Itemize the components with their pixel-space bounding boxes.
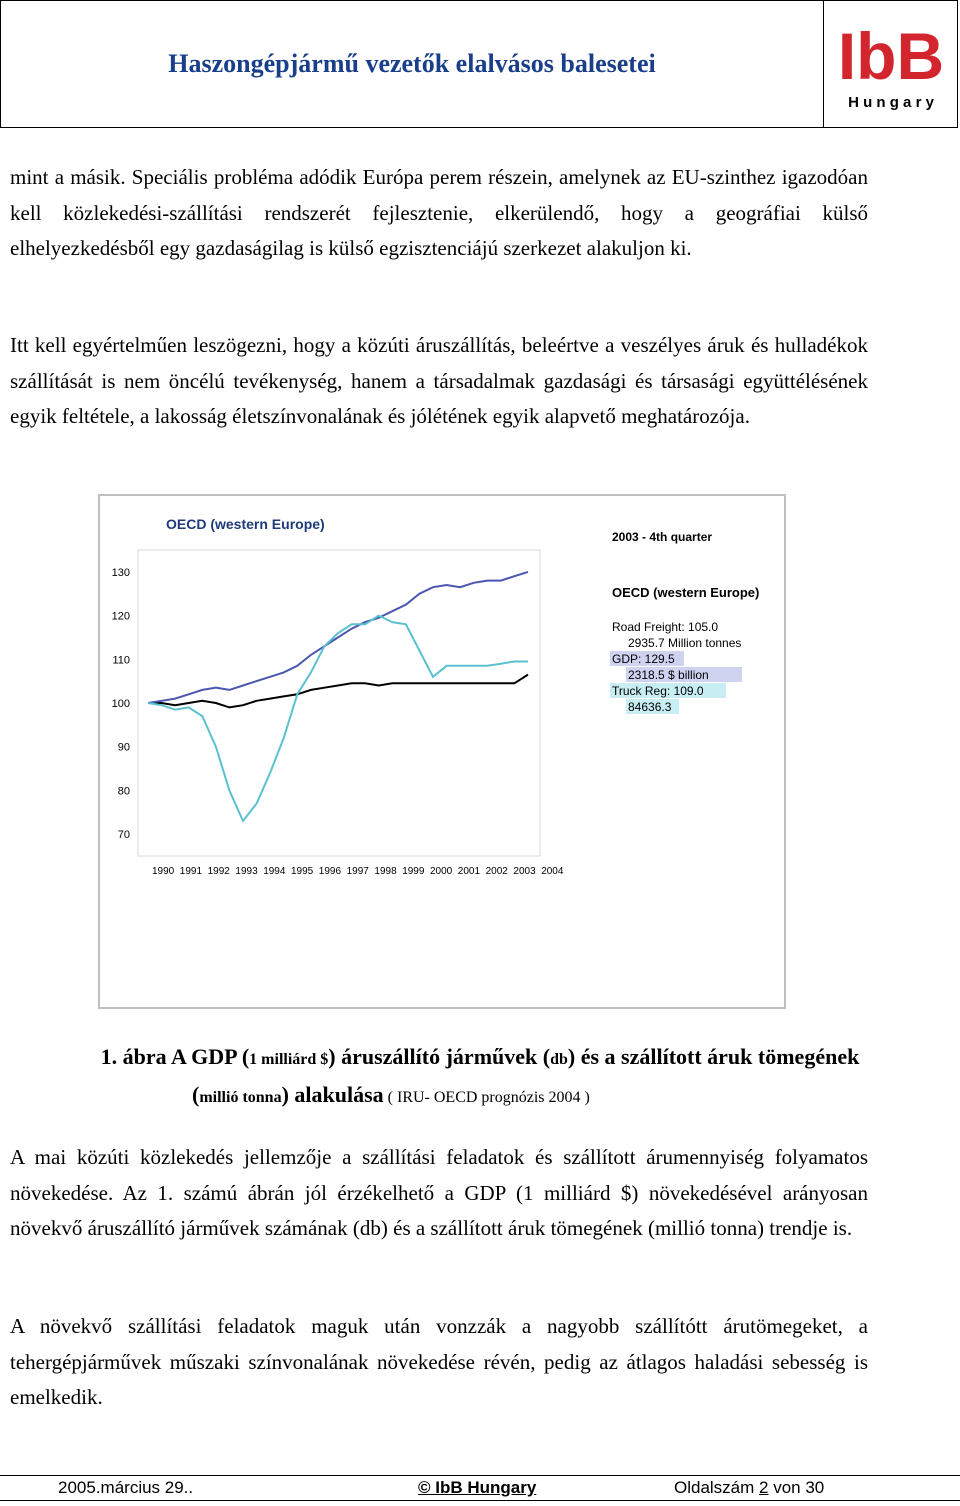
legend-line: 84636.3 — [628, 700, 672, 714]
caption-part: ) és a szállított áruk tömegének — [567, 1044, 860, 1069]
footer-date: 2005.március 29.. — [58, 1478, 194, 1497]
page-current: 2 — [759, 1478, 769, 1497]
oecd-chart — [100, 496, 784, 1007]
legend-heading: OECD (western Europe) — [612, 585, 760, 600]
x-tick-label: 1994 — [263, 866, 286, 877]
figure-caption-line-1 — [0, 1042, 960, 1075]
x-tick-label: 1993 — [235, 866, 258, 877]
footer-copyright: © IbB Hungary — [418, 1478, 537, 1497]
paragraph-2: Itt kell egyértelműen leszögezni, hogy a közúti áruszállítás, beleértve a veszélyes áruk és hulladékok szállítását is nem öncélú tevékenység, hanem a társadalmak gazdasági és társasági együttélésének egyik feltétele, a lakosság életszínvonalának és jólétének egyik alapvető meghatározója. — [10, 333, 868, 429]
caption-unit-db: db — [550, 1051, 568, 1068]
ibb-hungary-logo — [827, 11, 955, 119]
x-axis — [152, 866, 564, 877]
x-tick-label: 1991 — [179, 866, 203, 877]
footer-page-number — [674, 1478, 824, 1498]
caption-part: ) alakulása — [281, 1082, 384, 1107]
legend-line: 2935.7 Million tonnes — [628, 636, 742, 650]
document-title: Haszongépjármű vezetők elalvásos balesetei — [1, 1, 824, 127]
page-prefix: Oldalszám — [674, 1478, 760, 1497]
x-tick-label: 1990 — [152, 866, 175, 877]
caption-part: ) áruszállító járművek ( — [328, 1044, 551, 1069]
caption-part: ( — [192, 1082, 200, 1107]
x-tick-label: 1999 — [402, 866, 425, 877]
chart-subtitle: 2003 - 4th quarter — [612, 530, 713, 544]
caption-unit-gdp: 1 milliárd $ — [249, 1051, 329, 1068]
y-tick-label: 90 — [117, 741, 130, 754]
page-suffix: von 30 — [768, 1478, 825, 1497]
caption-part: 1. ábra A GDP ( — [100, 1044, 250, 1069]
x-tick-label: 2004 — [541, 866, 564, 877]
logo-subtitle: H u n g a r y — [848, 94, 934, 111]
y-tick-label: 70 — [117, 829, 130, 842]
page-header — [0, 0, 958, 128]
caption-source: ( IRU- OECD prognózis 2004 ) — [383, 1089, 590, 1106]
figure-caption-line-2 — [192, 1080, 590, 1113]
y-tick-label: 80 — [117, 785, 130, 798]
y-tick-label: 120 — [111, 610, 130, 623]
legend-line: 2318.5 $ billion — [628, 668, 709, 682]
page-footer — [0, 1475, 960, 1501]
y-axis — [112, 567, 130, 841]
paragraph-1: mint a másik. Speciális probléma adódik Európa perem részein, amelynek az EU-szinthez igazodóan kell közlekedési-szállítási rendszerét fejlesztenie, elkerülendő, hogy a geográfiai külső elhelyezkedésből egy gazdaságilag is külső egzisztenciájú szerkezet alakuljon ki. — [10, 165, 868, 261]
plot-area — [138, 550, 540, 856]
x-tick-label: 1998 — [374, 866, 397, 877]
legend-line: GDP: 129.5 — [612, 652, 675, 666]
y-tick-label: 100 — [111, 698, 130, 710]
chart-frame — [98, 494, 786, 1009]
x-tick-label: 2003 — [513, 866, 536, 877]
logo-letters: IbB — [837, 19, 945, 93]
x-tick-label: 1995 — [291, 866, 314, 877]
caption-unit-tonna: millió tonna — [199, 1089, 282, 1106]
paragraph-4: A növekvő szállítási feladatok maguk után vonzzák a nagyobb szállítótt árutömegeket, a tehergépjárművek műszaki színvonalának növekedése révén, pedig az átlagos haladási sebesség is emelkedik. — [10, 1314, 868, 1410]
paragraph-3: A mai közúti közlekedés jellemzője a szállítási feladatok és szállított árumennyiség folyamatos növekedése. Az 1. számú ábrán jól érzékelhető a GDP (1 milliárd $) növekedésével arányosan növekvő áruszállító járművek számának (db) és a szállított áruk tömegének (millió tonna) trendje is. — [10, 1145, 868, 1241]
y-tick-label: 110 — [112, 654, 130, 667]
legend-line: Road Freight: 105.0 — [612, 620, 719, 634]
x-tick-label: 2000 — [430, 866, 453, 877]
chart-title: OECD (western Europe) — [166, 516, 325, 532]
x-tick-label: 2001 — [457, 866, 481, 877]
x-tick-label: 1992 — [207, 866, 230, 877]
y-tick-label: 130 — [111, 566, 130, 579]
x-tick-label: 1997 — [346, 866, 369, 877]
x-tick-label: 1996 — [318, 866, 342, 877]
legend-line: Truck Reg: 109.0 — [612, 684, 704, 698]
x-tick-label: 2002 — [485, 866, 508, 877]
